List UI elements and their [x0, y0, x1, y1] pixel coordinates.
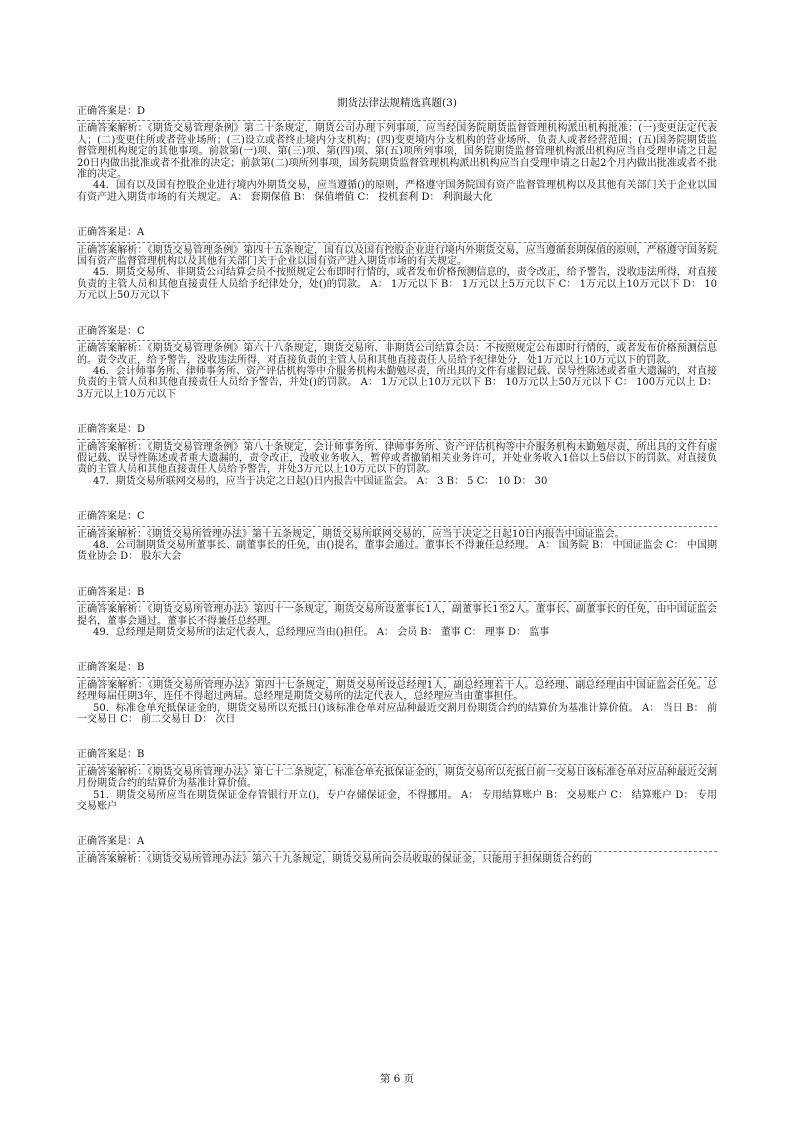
answer-line: 正确答案是：B — [77, 662, 145, 674]
page-number: 第 6 页 — [379, 1073, 415, 1085]
qa-block — [77, 662, 717, 725]
question-text: 45．期货交易所、非期货公司结算会员不按照规定公布即时行情的，或者发布价格预测信息的，责令改正，给予警告，没收违法所得，对直接负责的主管人员和其他直接责任人员给予纪律处分，处()的罚款。 A： 1万元以下 B： 1万元以上5万元以下 C： 1万元以上10万元以下 D： 10万元以上50万元以下 — [77, 267, 717, 302]
answer-explanation: 正确答案解析：《期货交易所管理办法》第七十二条规定，标准仓单充抵保证金的，期货交易所以充抵日前一交易日该标准仓单对应品种最近交割月份期货合约的结算价为基准计算价值。 — [77, 766, 717, 790]
page-title: 期货法律法规精选真题(3) — [337, 97, 457, 109]
answer-explanation: 正确答案解析：《期货交易管理条例》第八十条规定，会计师事务所、律师事务所、资产评估机构等中介服务机构未勤勉尽责，所出具的文件有虚假记载、误导性陈述或者重大遗漏的，责令改正，没收业务收入，暂停或者撤销相关业务许可，并处业务收入1倍以上5倍以下的罚款。对直接负责的主管人员和其他直接责任人员给予警告，并处3万元以上10万元以下的罚款。 — [77, 441, 717, 476]
qa-block — [77, 511, 717, 563]
dashed-divider — [77, 601, 717, 602]
qa-block — [77, 424, 717, 487]
qa-block — [77, 326, 717, 400]
qa-block — [77, 227, 717, 301]
answer-line: 正确答案是：C — [77, 325, 145, 337]
answer-explanation: 正确答案解析：《期货交易所管理办法》第四十七条规定，期货交易所设总经理1人，副总经理若干人。总经理、副总经理由中国证监会任免。总经理每届任期3年，连任不得超过两届。总经理是期货交易所的法定代表人，总经理应当由董事担任。 — [77, 679, 717, 703]
question-text: 46．会计师事务所、律师事务所、资产评估机构等中介服务机构未勤勉尽责，所出具的文件有虚假记载、误导性陈述或者重大遗漏的，对直接负责的主管人员和其他直接责任人员给予警告，并处()的罚款。 A： 1万元以上10万元以下 B： 10万元以上50万元以下 C： 100万元以上 D： 3万元以上10万元以下 — [77, 365, 717, 400]
answer-line: 正确答案是：B — [77, 586, 145, 598]
dashed-divider — [77, 242, 717, 243]
question-text: 50．标准仓单充抵保证金的，期货交易所以充抵日()该标准仓单对应品种最近交割月份期货合约的结算价为基准计算价值。 A： 当日 B： 前一交易日 C： 前二交易日 D： 次日 — [77, 702, 717, 726]
question-text: 51．期货交易所应当在期货保证金存管银行开立()，专户存储保证金，不得挪用。 A： 专用结算账户 B： 交易账户 C： 结算账户 D： 专用交易账户 — [77, 789, 717, 813]
dashed-divider — [77, 677, 717, 678]
dashed-divider — [77, 851, 717, 852]
qa-block — [77, 587, 717, 639]
answer-line: 正确答案是：D — [77, 106, 146, 117]
qa-block — [77, 106, 717, 203]
dashed-divider — [77, 764, 717, 765]
document-body — [77, 106, 717, 865]
answer-explanation: 正确答案解析：《期货交易管理条例》第二十条规定，期货公司办理下列事项，应当经国务院期货监督管理机构派出机构批准：(一)变更法定代表人；(二)变更住所或者营业场所；(三)设立或者终止境内分支机构；(四)变更境内分支机构的营业场所、负责人或者经营范围；(五)国务院期货监督管理机构规定的其他事项。前款第(一)项、第(三)项、第(四)项、第(五)项所列事项，国务院期货监督管理机构派出机构应当自受理申请之日起20日内做出批准或者不批准的决定；前款第(二)项所列事项，国务院期货监督管理机构派出机构应当自受理申请之日起2个月内做出批准或者不批准的决定。 — [77, 123, 717, 181]
answer-line: 正确答案是：D — [77, 424, 146, 436]
question-text: 48．公司制期货交易所董事长、副董事长的任免，由()提名，董事会通过。董事长不得兼任总经理。 A： 国务院 B： 中国证监会 C： 中国期货业协会 D： 股东大会 — [77, 539, 717, 563]
answer-explanation: 正确答案解析：《期货交易所管理办法》第四十一条规定，期货交易所设董事长1人，副董事长1至2人。董事长、副董事长的任免，由中国证监会提名，董事会通过。董事长不得兼任总经理。 — [77, 604, 717, 627]
answer-explanation: 正确答案解析：《期货交易管理条例》第四十五条规定，国有以及国有控股企业进行境内外期货交易，应当遵循套期保值的原则，严格遵守国务院国有资产监督管理机构以及其他有关部门关于企业以国有资产进入期货市场的有关规定。 — [77, 244, 717, 268]
question-text: 47．期货交易所联网交易的，应当于决定之日起()日内报告中国证监会。 A： 3 B： 5 C： 10 D： 30 — [93, 475, 548, 487]
answer-line: 正确答案是：A — [77, 836, 145, 848]
dashed-divider — [77, 340, 717, 341]
answer-line: 正确答案是：A — [77, 227, 145, 239]
dashed-divider — [77, 439, 717, 440]
answer-line: 正确答案是：B — [77, 749, 145, 761]
answer-explanation: 正确答案解析：《期货交易所管理办法》第六十九条规定，期货交易所向会员收取的保证金，只能用于担保期货合约的 — [77, 853, 592, 865]
answer-explanation: 正确答案解析：《期货交易所管理办法》第十五条规定，期货交易所联网交易的，应当于决定之日起10日内报告中国证监会。 — [77, 528, 625, 540]
qa-block — [77, 749, 717, 812]
question-text: 49．总经理是期货交易所的法定代表人，总经理应当由()担任。 A： 会员 B： 董事 C： 理事 D： 监事 — [93, 627, 550, 638]
dashed-divider — [77, 120, 717, 121]
dashed-divider — [77, 526, 717, 527]
answer-line: 正确答案是：C — [77, 511, 145, 523]
qa-block — [77, 836, 717, 865]
answer-explanation: 正确答案解析：《期货交易管理条例》第六十八条规定，期货交易所、非期货公司结算会员：不按照规定公布即时行情的，或者发布价格预测信息的。责令改正，给予警告，没收违法所得，对直接负责的主管人员和其他直接责任人员给予纪律处分，处1万元以上10万元以下的罚款。 — [77, 343, 717, 366]
question-text: 44．国有以及国有控股企业进行境内外期货交易，应当遵循()的原则，严格遵守国务院国有资产监督管理机构以及其他有关部门关于企业以国有资产进入期货市场的有关规定。 A： 套期保值 B： 保值增值 C： 投机套利 D： 利润最大化 — [77, 180, 717, 203]
